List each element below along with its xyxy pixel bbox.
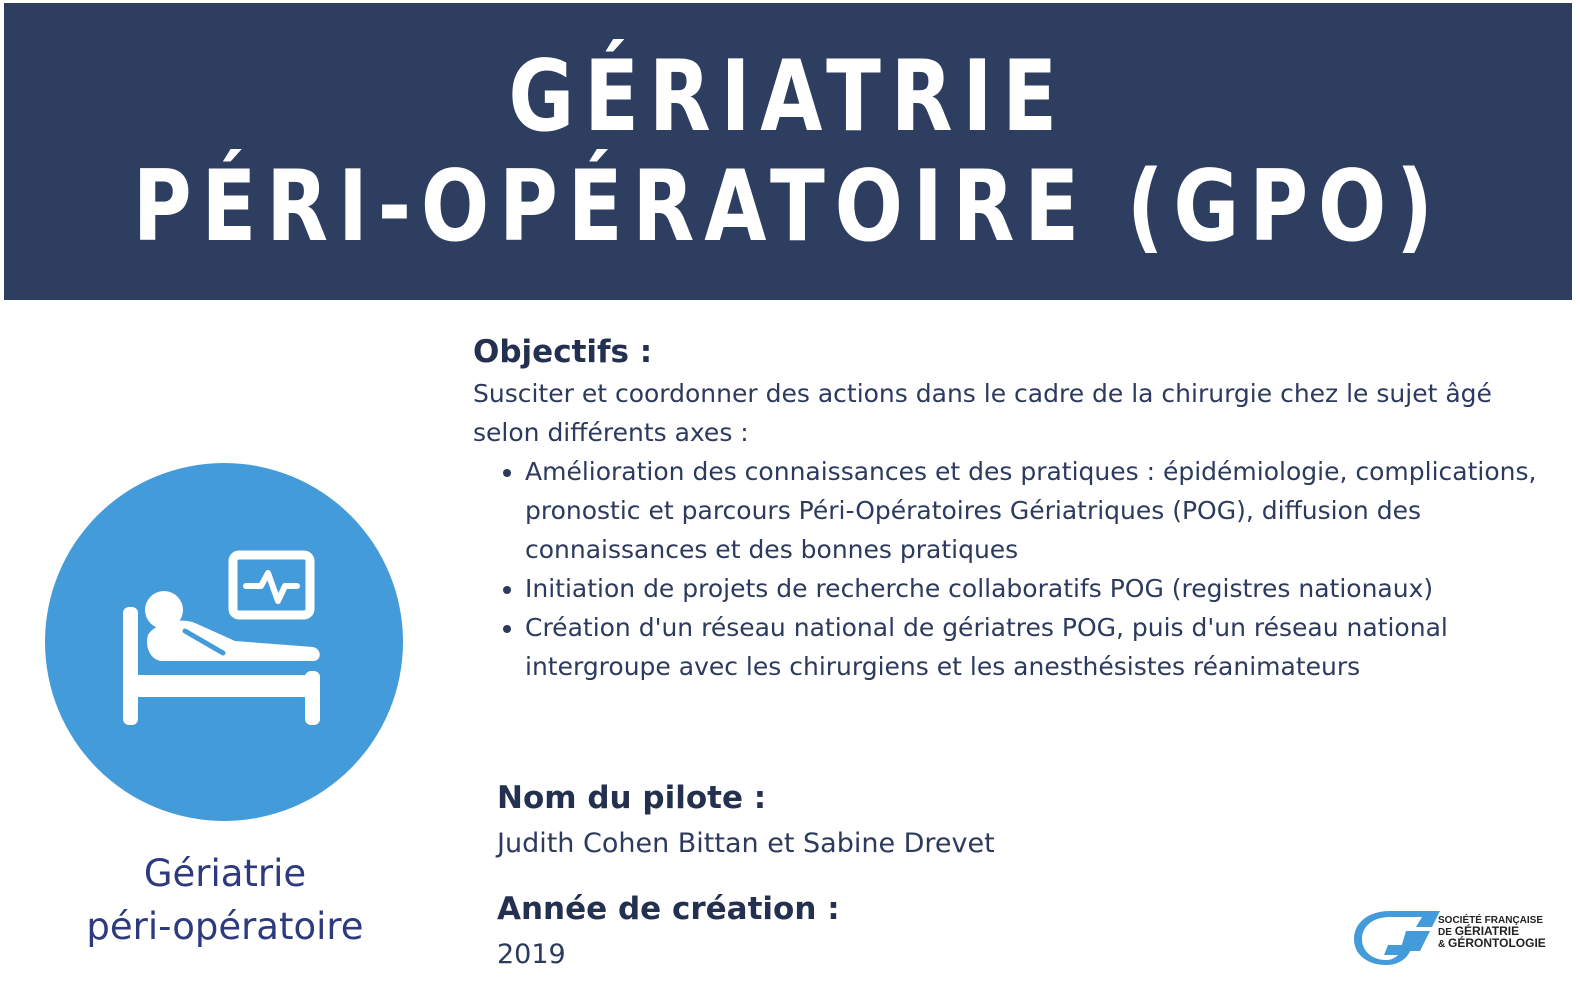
logo-line-1: SOCIÉTÉ FRANÇAISE	[1438, 915, 1544, 926]
creation-section	[497, 887, 840, 975]
logo-text	[1438, 915, 1546, 950]
icon-circle	[45, 463, 403, 821]
sfgg-logo-mark-icon	[1350, 905, 1440, 967]
logo-line-3: GÉRIATRIE	[1454, 924, 1520, 938]
list-item: • Création d'un réseau national de gériatres POG, puis d'un réseau national intergroupe avec les chirurgiens et les anesthésistes réanimateurs	[525, 608, 1543, 686]
caption-line-1: Gériatrie	[143, 852, 307, 895]
pilote-value: Judith Cohen Bittan et Sabine Drevet	[497, 828, 995, 859]
logo-line-2: DE	[1438, 927, 1452, 938]
pilote-section	[497, 776, 995, 864]
logo-line-5: GÉRONTOLOGIE	[1448, 936, 1546, 950]
objectifs-list	[473, 452, 1543, 686]
creation-value: 2019	[497, 939, 566, 970]
title-line-2: PÉRI-OPÉRATOIRE (GPO)	[133, 149, 1443, 264]
objectifs-section	[473, 330, 1543, 686]
header-banner	[4, 3, 1572, 300]
hospital-bed-monitor-icon	[45, 463, 403, 821]
logo-line-4: &	[1438, 939, 1446, 950]
list-item: • Amélioration des connaissances et des pratiques : épidémiologie, complications, pronostic et parcours Péri-Opératoires Gériatriques (POG), diffusion des connaissances et des bonnes pratiques	[525, 452, 1543, 569]
title-line-1: GÉRIATRIE	[508, 39, 1068, 154]
objectifs-intro: Susciter et coordonner des actions dans le cadre de la chirurgie chez le sujet âgé selon différents axes :	[473, 379, 1492, 447]
objectifs-heading: Objectifs :	[473, 334, 653, 370]
list-item: • Initiation de projets de recherche collaboratifs POG (registres nationaux)	[525, 569, 1543, 608]
caption-line-2: péri-opératoire	[86, 905, 364, 948]
creation-heading: Année de création :	[497, 891, 840, 927]
icon-caption	[40, 847, 410, 953]
sfgg-logo	[1350, 905, 1550, 967]
pilote-heading: Nom du pilote :	[497, 780, 767, 816]
